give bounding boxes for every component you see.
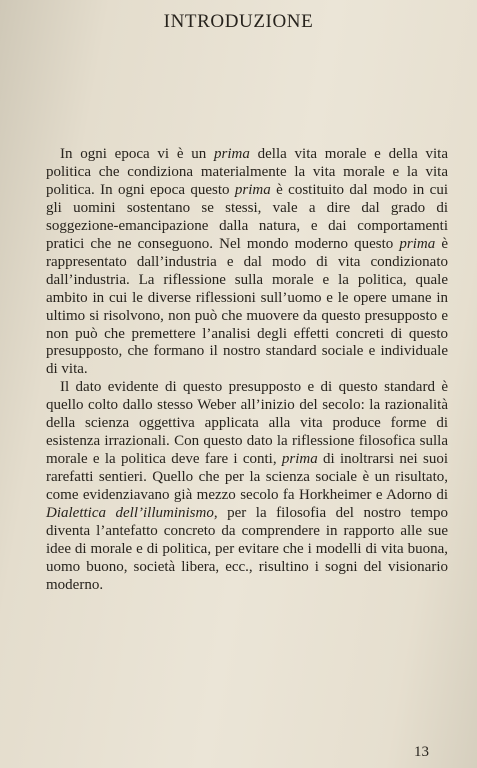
paragraph-1: In ogni epoca vi è un prima della vita morale e della vita politica che condiziona materialmente la vita morale e la vita politica. In ogni epoca questo prima è costituito dal modo in cui gli uomini sostentano se stessi, vale a dire dal grado di soggezione-emancipazione dalla natura, e dai comportamenti pratici che ne conseguono. Nel mondo moderno questo prima è rappresentato dall’industria e dal modo di vita condizionato dall’industria. La riflessione sulla morale e la politica, quale ambito in cui le diverse riflessioni sull’uomo e le opere umane in ultimo si risolvono, non può che muovere da questo presupposto e non può che premettere l’analisi degli effetti concreti di questo presupposto, che formano il nostro standard sociale e individuale di vita. <box>46 146 448 378</box>
body-text <box>46 146 448 595</box>
chapter-title: INTRODUZIONE <box>163 11 314 32</box>
paragraph-2: Il dato evidente di questo presupposto e di questo standard è quello colto dallo stesso Weber all’inizio del secolo: la razionalità della scienza oggettiva applicata alla vita produce forme di esistenza irrazionali. Con questo dato la riflessione filosofica sulla morale e la politica deve fare i conti, prima di inoltrarsi nei suoi rarefatti sentieri. Quello che per la scienza sociale è un risultato, come evidenziavano già mezzo secolo fa Horkheimer e Adorno di Dialettica dell’illuminismo, per la filosofia del nostro tempo diventa l’antefatto concreto da comprendere in rapporto alle sue idee di morale e di politica, per evitare che i modelli di vita buona, uomo buono, società libera, ecc., risultino i sogni del visionario moderno. <box>46 379 448 593</box>
page-number: 13 <box>414 744 429 760</box>
